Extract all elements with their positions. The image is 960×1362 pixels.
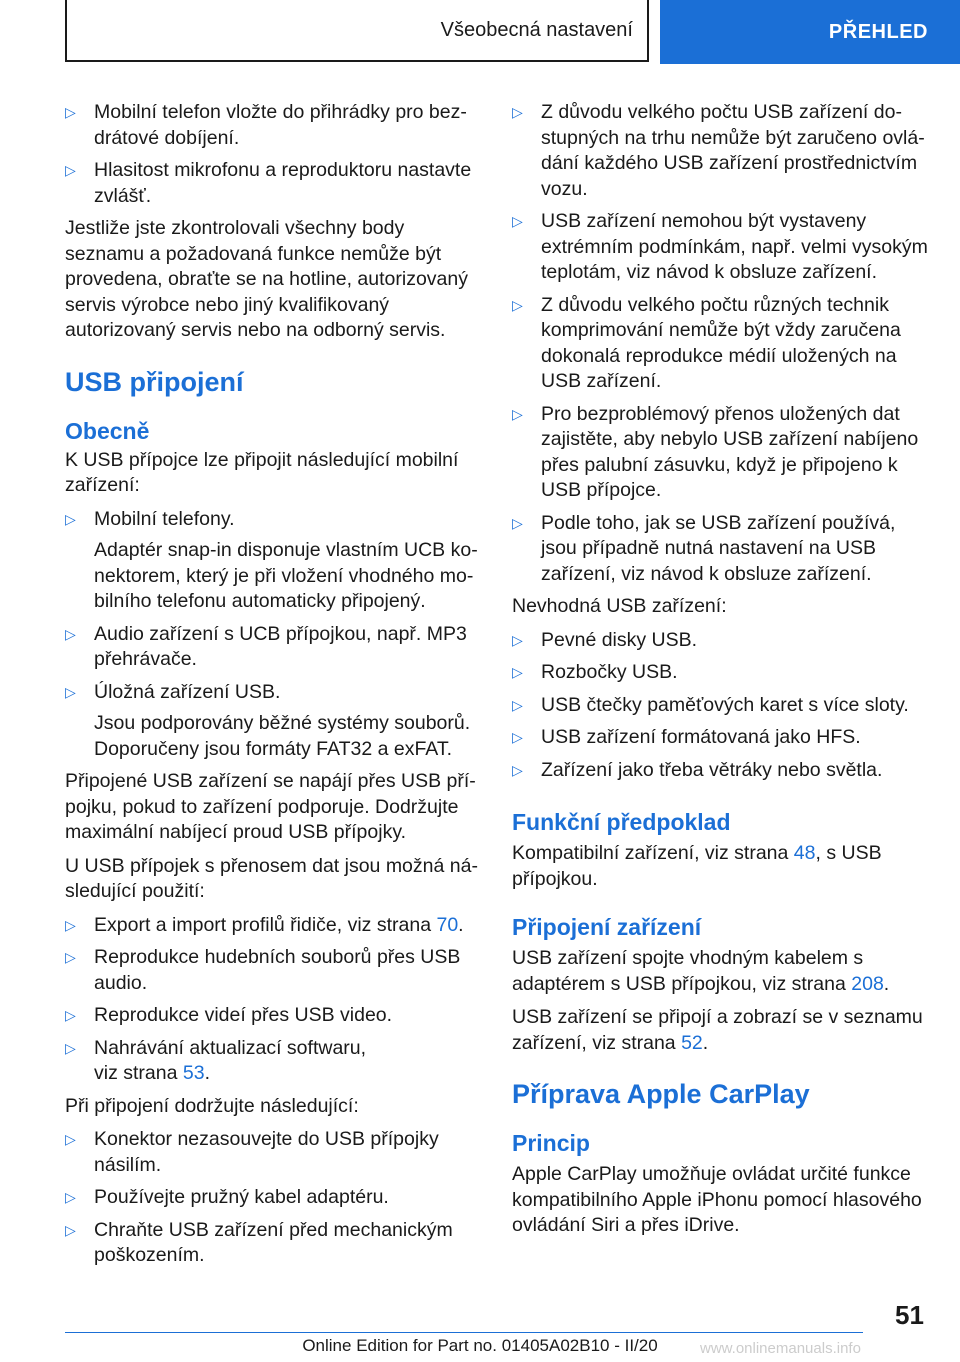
triangle-bullet-icon: ▷ bbox=[65, 625, 76, 642]
connect-paragraph-1: USB zařízení spojte vhodným kabelem s adaptérem s USB přípojkou, viz strana 208. bbox=[512, 947, 890, 995]
page-header bbox=[0, 0, 960, 66]
list-item-note: Jsou podporovány běžné systémy souborů. Doporučeny jsou formáty FAT32 a exFAT. bbox=[94, 712, 471, 760]
unsuitable-paragraph: Nevhodná USB zařízení: bbox=[512, 595, 727, 617]
list-item: ▷ Pevné disky USB. bbox=[512, 628, 932, 654]
list-item: ▷ Pro bezproblémový přenos uložených dat zajistěte, aby nebylo USB zařízení nabíjeno přes palubní zásuvku, když je připojeno k USB přípojce. bbox=[512, 402, 919, 501]
footer-divider bbox=[65, 1332, 863, 1333]
triangle-bullet-icon: ▷ bbox=[512, 296, 523, 313]
list-item: ▷ USB čtečky paměťových karet s více sloty. bbox=[512, 693, 932, 719]
page-link[interactable]: 53 bbox=[182, 1062, 205, 1084]
left-column bbox=[65, 100, 480, 1276]
data-use-paragraph: U USB přípojek s přenosem dat jsou možná následující použití: bbox=[65, 854, 478, 902]
bullet-list-top bbox=[65, 100, 480, 209]
triangle-bullet-icon: ▷ bbox=[65, 162, 76, 178]
page-link[interactable]: 208 bbox=[851, 972, 884, 995]
triangle-bullet-icon: ▷ bbox=[65, 510, 76, 527]
edition-footer: Online Edition for Part no. 01405A02B10 - II/20 bbox=[302, 1336, 658, 1355]
connect-paragraph-2: USB zařízení se připojí a zobrazí se v seznamu zařízení, viz strana 52. bbox=[512, 1006, 923, 1054]
use-list bbox=[65, 913, 480, 1087]
list-item: ▷ Audio zařízení s UCB přípojkou, např. MP3 přehrávače. bbox=[65, 622, 467, 670]
page-link[interactable]: 70 bbox=[436, 913, 459, 936]
list-item: ▷ Reprodukce videí přes USB video. bbox=[65, 1003, 480, 1029]
triangle-bullet-icon: ▷ bbox=[512, 213, 523, 229]
list-item: ▷ USB zařízení formátovaná jako HFS. bbox=[512, 725, 932, 751]
right-column bbox=[512, 100, 932, 1247]
list-item: ▷ Mobilní telefony. Adaptér snap-in disponuje vlastním UCB konektorem, který je při vložení vhodného mobilního telefonu automaticky připojený. bbox=[65, 507, 480, 615]
heading-general: Obecně bbox=[65, 417, 150, 444]
power-paragraph: Připojené USB zařízení se napájí přes USB přípojku, pokud to zařízení podporuje. Dodržujte maximální nabíjecí proud USB přípojky. bbox=[65, 770, 476, 843]
triangle-bullet-icon: ▷ bbox=[512, 631, 523, 648]
list-item: ▷ Mobilní telefon vložte do přihrádky pro bezdrátové dobíjení. bbox=[65, 101, 467, 149]
triangle-bullet-icon: ▷ bbox=[512, 405, 523, 422]
overview-tab[interactable]: PŘEHLED bbox=[660, 0, 960, 64]
page-number: 51 bbox=[895, 1300, 924, 1330]
list-item: ▷ Export a import profilů řidiče, viz strana 70. bbox=[65, 913, 480, 939]
observe-paragraph: Při připojení dodržujte následující: bbox=[65, 1094, 359, 1117]
triangle-bullet-icon: ▷ bbox=[65, 1039, 76, 1056]
triangle-bullet-icon: ▷ bbox=[65, 1189, 76, 1205]
list-item: ▷ Používejte pružný kabel adaptéru. bbox=[65, 1185, 480, 1211]
list-item: ▷ Hlasitost mikrofonu a reproduktoru nastavte zvlášť. bbox=[65, 159, 472, 207]
list-item: ▷ Úložná zařízení USB. Jsou podporovány běžné systémy souborů. Doporučeny jsou formáty FAT32 a exFAT. bbox=[65, 680, 480, 763]
list-item: ▷ Konektor nezasouvejte do USB přípojky násilím. bbox=[65, 1128, 439, 1176]
triangle-bullet-icon: ▷ bbox=[512, 664, 523, 680]
list-item: ▷ Chraňte USB zařízení před mechanickým poškozením. bbox=[65, 1218, 453, 1266]
triangle-bullet-icon: ▷ bbox=[512, 729, 523, 745]
page-link[interactable]: 48 bbox=[793, 842, 816, 864]
list-item: ▷ Rozbočky USB. bbox=[512, 660, 932, 686]
section-tab[interactable]: Všeobecná nastavení bbox=[65, 0, 649, 62]
list-item: ▷ Z důvodu velkého počtu USB zařízení dostupných na trhu nemůže být zaručeno ovládání každého USB zařízení prostřednictvím vozu. bbox=[512, 101, 925, 200]
heading-carplay: Příprava Apple CarPlay bbox=[512, 1079, 810, 1109]
watermark: www.onlinemanuals.info bbox=[700, 1340, 861, 1357]
triangle-bullet-icon: ▷ bbox=[512, 761, 523, 778]
heading-principle: Princip bbox=[512, 1130, 590, 1156]
triangle-bullet-icon: ▷ bbox=[65, 949, 76, 965]
observe-list bbox=[65, 1127, 480, 1269]
triangle-bullet-icon: ▷ bbox=[65, 1221, 76, 1238]
heading-connect-device: Připojení zařízení bbox=[512, 914, 702, 940]
page-link[interactable]: 52 bbox=[681, 1031, 703, 1054]
principle-paragraph: Apple CarPlay umožňuje ovládat určité funkce kompatibilního Apple iPhonu pomocí hlasového ovládání Siri a přes iDrive. bbox=[512, 1163, 922, 1236]
list-item: ▷ Zařízení jako třeba větráky nebo světla. bbox=[512, 758, 932, 784]
general-paragraph: K USB přípojce lze připojit následující mobilní zařízení: bbox=[65, 448, 459, 496]
triangle-bullet-icon: ▷ bbox=[65, 683, 76, 700]
triangle-bullet-icon: ▷ bbox=[65, 1131, 76, 1147]
list-item-note: Adaptér snap-in disponuje vlastním UCB konektorem, který je při vložení vhodného mobilního telefonu automaticky připojený. bbox=[94, 539, 478, 612]
triangle-bullet-icon: ▷ bbox=[512, 696, 523, 713]
triangle-bullet-icon: ▷ bbox=[512, 514, 523, 531]
triangle-bullet-icon: ▷ bbox=[65, 1007, 76, 1023]
triangle-bullet-icon: ▷ bbox=[65, 916, 76, 933]
list-item: ▷ USB zařízení nemohou být vystaveny extrémním podmínkám, např. velmi vysokým teplotám, viz návod k obsluze zařízení. bbox=[512, 210, 928, 283]
list-item: ▷ Podle toho, jak se USB zařízení používá, jsou případně nutná nastavení na USB zařízení, viz návod k obsluze zařízení. bbox=[512, 511, 896, 585]
notes-list bbox=[512, 100, 932, 587]
precondition-paragraph: Kompatibilní zařízení, viz strana 48, s USB přípojkou. bbox=[512, 842, 882, 890]
heading-usb-connection: USB připojení bbox=[65, 366, 244, 397]
unsuitable-list bbox=[512, 628, 932, 784]
list-item: ▷ Z důvodu velkého počtu různých technik komprimování nemůže být vždy zaručena dokonalá reprodukce médií uložených na USB zařízení. bbox=[512, 293, 901, 392]
list-item: ▷ Reprodukce hudebních souborů přes USB audio. bbox=[65, 946, 461, 994]
heading-precondition: Funkční předpoklad bbox=[512, 809, 731, 835]
triangle-bullet-icon: ▷ bbox=[65, 104, 76, 120]
contact-paragraph: Jestliže jste zkontrolovali všechny body seznamu a požadovaná funkce nemůže být provedena, obraťte se na hotline, autorizovaný servis výrobce nebo jiný kvalifikovaný autorizovaný servis nebo na odborný servis. bbox=[65, 217, 468, 341]
triangle-bullet-icon: ▷ bbox=[512, 104, 523, 120]
device-list bbox=[65, 507, 480, 763]
list-item: ▷ Nahrávání aktualizací softwaru, viz strana 53. bbox=[65, 1036, 367, 1084]
